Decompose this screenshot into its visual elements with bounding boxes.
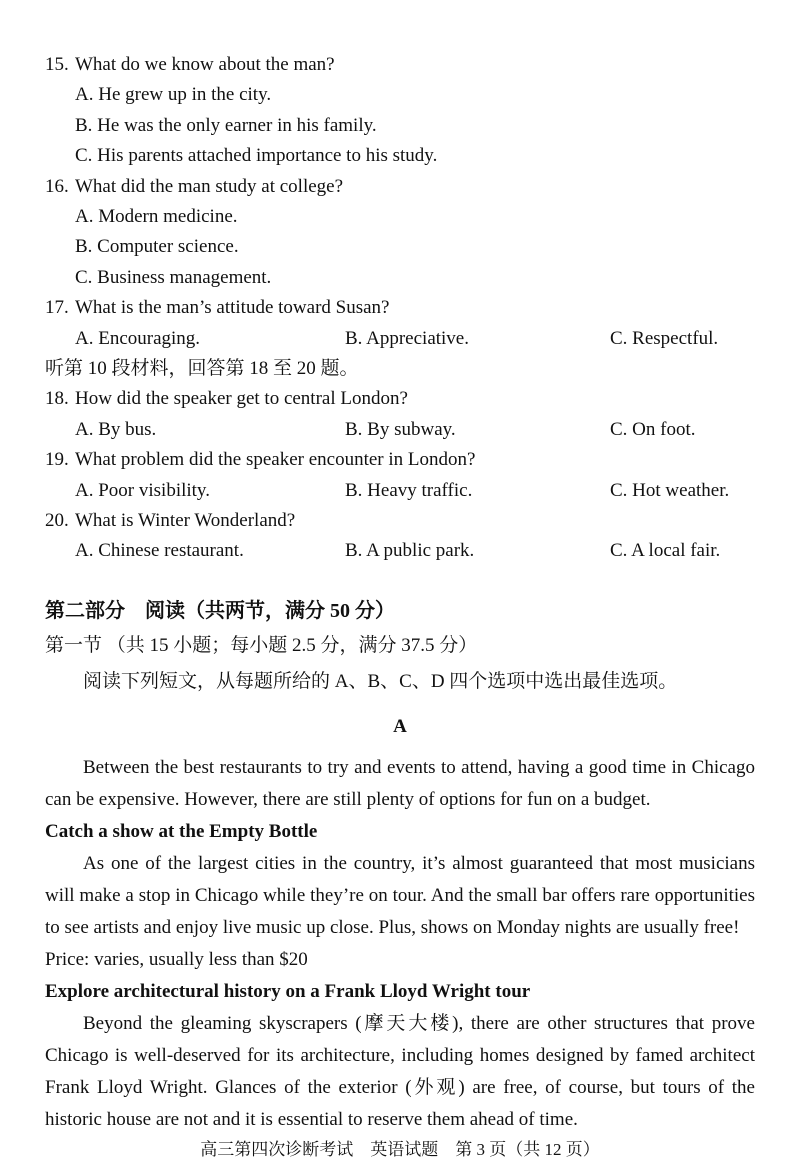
options-row [45,536,755,566]
question-number: 15. [45,54,69,75]
passage-subheading-empty-bottle: Catch a show at the Empty Bottle [45,820,318,842]
question-text [45,172,755,202]
options-row [45,324,755,354]
option-c: C. Hot weather. [610,479,730,501]
question-20 [45,506,755,567]
option-c: C. On foot. [610,418,696,440]
option-b: B. A public park. [345,540,475,562]
question-number: 17. [45,297,69,319]
question-text [45,384,755,414]
passage-paragraph-wright-tour: Beyond the gleaming skyscrapers (摩天大楼), there are other structures that prove Chicago is well-deserved for its architecture, including homes designed by famed architect Frank Lloyd Wright. Glances of the exterior (外观) are free, of course, but tours of the historic house are not and it is essential to reserve them ahead of time. [45,1012,755,1130]
part-two-header: 第二部分 阅读（共两节，满分 50 分） [45,599,395,622]
option-c: C. Business management. [75,266,272,288]
option-b: B. By subway. [345,418,456,440]
question-17 [45,293,755,354]
question-stem: What problem did the speaker encounter in London? [75,449,476,471]
question-number: 19. [45,449,69,471]
option-a: A. Encouraging. [75,327,201,349]
passage-paragraph-intro: Between the best restaurants to try and events to attend, having a good time in Chicago can be expensive. However, there are still plenty of options for fun on a budget. [45,756,755,810]
option-a: A. Poor visibility. [75,479,210,501]
question-15 [45,50,755,172]
question-number: 20. [45,510,69,532]
question-number: 16. [45,175,69,197]
question-19 [45,445,755,506]
page-footer: 高三第四次诊断考试 英语试题 第 3 页（共 12 页） [200,1140,600,1159]
options-row [45,476,755,506]
question-stem: How did the speaker get to central London? [75,388,408,410]
passage-price-line: Price: varies, usually less than $20 [45,948,308,970]
option-a: A. Modern medicine. [75,206,238,228]
reading-instruction: 阅读下列短文，从每题所给的 A、B、C、D 四个选项中选出最佳选项。 [83,670,678,692]
question-text [45,293,755,323]
section-one-header: 第一节 （共 15 小题；每小题 2.5 分，满分 37.5 分） [45,634,478,656]
option-b: B. Heavy traffic. [345,479,473,501]
option-b: B. Appreciative. [345,327,469,349]
question-stem: What did the man study at college? [75,175,344,197]
question-16 [45,172,755,294]
option-c: C. A local fair. [610,540,721,562]
material-note: 听第 10 段材料，回答第 18 至 20 题。 [45,358,359,380]
question-text [45,50,755,80]
passage-label-a: A [393,715,407,737]
question-text [45,445,755,475]
option-a: A. He grew up in the city. [75,84,272,106]
question-18 [45,384,755,445]
option-b: B. He was the only earner in his family. [75,114,377,136]
question-text [45,506,755,536]
question-stem: What is the man’s attitude toward Susan? [75,297,390,319]
passage-subheading-wright-tour: Explore architectural history on a Frank Lloyd Wright tour [45,980,531,1002]
option-a: A. By bus. [75,418,157,440]
option-c: C. His parents attached importance to his study. [75,145,438,167]
question-stem: What is Winter Wonderland? [75,510,296,532]
question-number: 18. [45,388,69,410]
option-a: A. Chinese restaurant. [75,540,244,562]
question-stem: What do we know about the man? [75,54,335,75]
option-b: B. Computer science. [75,236,239,258]
options-row [45,415,755,445]
passage-paragraph-empty-bottle: As one of the largest cities in the country, it’s almost guaranteed that most musicians will make a stop in Chicago while they’re on tour. And the small bar offers rare opportunities to see artists and enjoy live music up close. Plus, shows on Monday nights are usually free! [45,852,755,938]
option-c: C. Respectful. [610,327,719,349]
